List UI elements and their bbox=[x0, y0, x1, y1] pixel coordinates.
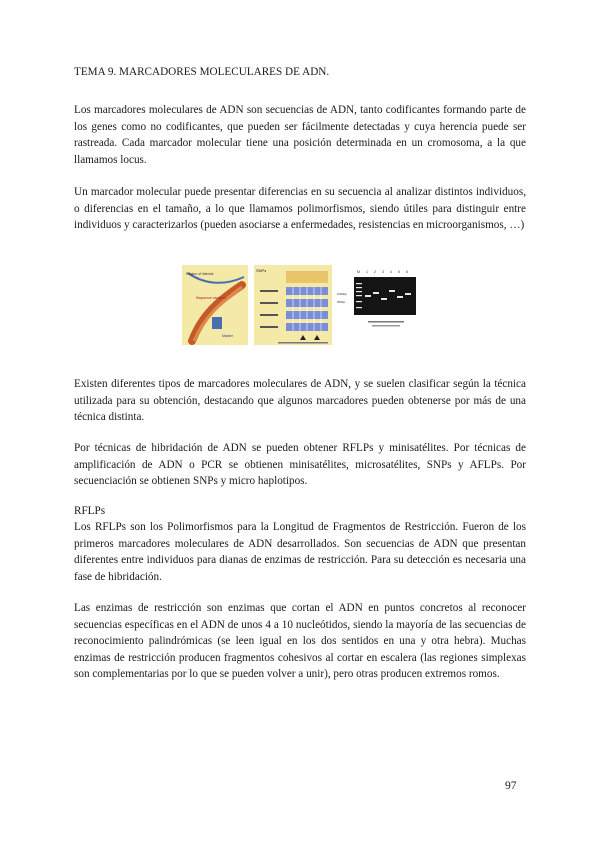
gel-size-label: 500bp bbox=[337, 300, 346, 304]
gel-lane-label: 3 bbox=[382, 270, 384, 274]
intro-paragraph: Los marcadores moleculares de ADN son secuencias de ADN, tanto codificantes formando parte de los genes como no codificantes, que pueden ser fácilmente detectadas y cuya herencia puede ser rastreada. Cada marcador molecular tiene una posición determinada en un cromosoma, a la que llamamos locus. bbox=[74, 104, 526, 166]
panel-chromosome bbox=[182, 265, 248, 345]
page-number: 97 bbox=[505, 780, 517, 792]
gel-lane-label: 5 bbox=[398, 270, 400, 274]
panel-a-label: Sequence variation bbox=[196, 296, 226, 300]
figure-svg bbox=[182, 265, 419, 345]
gel-size-label: 1000bp bbox=[337, 292, 348, 296]
gel-lane-label: 2 bbox=[374, 270, 376, 274]
marker-figure bbox=[182, 265, 419, 345]
panel-b-title: SNPs bbox=[256, 268, 267, 273]
restriction-enzymes-paragraph: Las enzimas de restricción son enzimas que cortan el ADN en puntos concretos al reconocer secuencias específicas en el ADN de unos 4 a 10 nucleótidos, siendo la mayoría de las secuencias de reconocimiento palindrómicas (se leen igual en los dos sentidos en una y otra hebra). Muchas enzimas de restricción producen fragmentos cohesivos al cortar en escalera (las regiones simplexas son complementarias por lo que se pueden volver a unir), pero otras producen extremos romos. bbox=[74, 602, 526, 681]
page-title: TEMA 9. MARCADORES MOLECULARES DE ADN. bbox=[74, 66, 330, 78]
rflps-heading: RFLPs bbox=[74, 505, 106, 517]
types-paragraph: Existen diferentes tipos de marcadores moleculares de ADN, y se suelen clasificar según la técnica utilizada para su obtención, destacando que algunos marcadores pueden obtenerse por más de una técnica distinta. bbox=[74, 378, 526, 424]
gel-lane-label: M bbox=[357, 270, 360, 274]
techniques-paragraph: Por técnicas de hibridación de ADN se pueden obtener RFLPs y minisatélites. Por técnicas de amplificación de ADN o PCR se obtienen minisatélites, microsatélites, SNPs y AFLPs. Por secuenciación se obtienen SNPs y micro haplotipos. bbox=[74, 442, 526, 488]
polymorphism-paragraph: Un marcador molecular puede presentar diferencias en su secuencia al analizar distintos individuos, o diferencias en el tamaño, a lo que llamamos polimorfismos, siendo útiles para distinguir entre individuos y caracterizarlos (pueden asociarse a enfermedades, resistencias en microorganismos, …) bbox=[74, 186, 526, 232]
gel-lane-label: 1 bbox=[366, 270, 368, 274]
gel-lane-label: 6 bbox=[406, 270, 408, 274]
panel-sequences bbox=[254, 265, 332, 345]
panel-a-label: Region of interest bbox=[186, 272, 214, 276]
panel-gel bbox=[336, 265, 419, 345]
gel-lane-label: 4 bbox=[390, 270, 392, 274]
rflps-paragraph: Los RFLPs son los Polimorfismos para la Longitud de Fragmentos de Restricción. Fueron de los primeros marcadores moleculares de ADN desarrollados. Son secuencias de ADN que presentan diferentes entre individuos para dianas de enzimas de restricción. Para su detección es necesaria una fase de hibridación. bbox=[74, 521, 526, 583]
panel-a-label: Marker bbox=[222, 334, 233, 338]
